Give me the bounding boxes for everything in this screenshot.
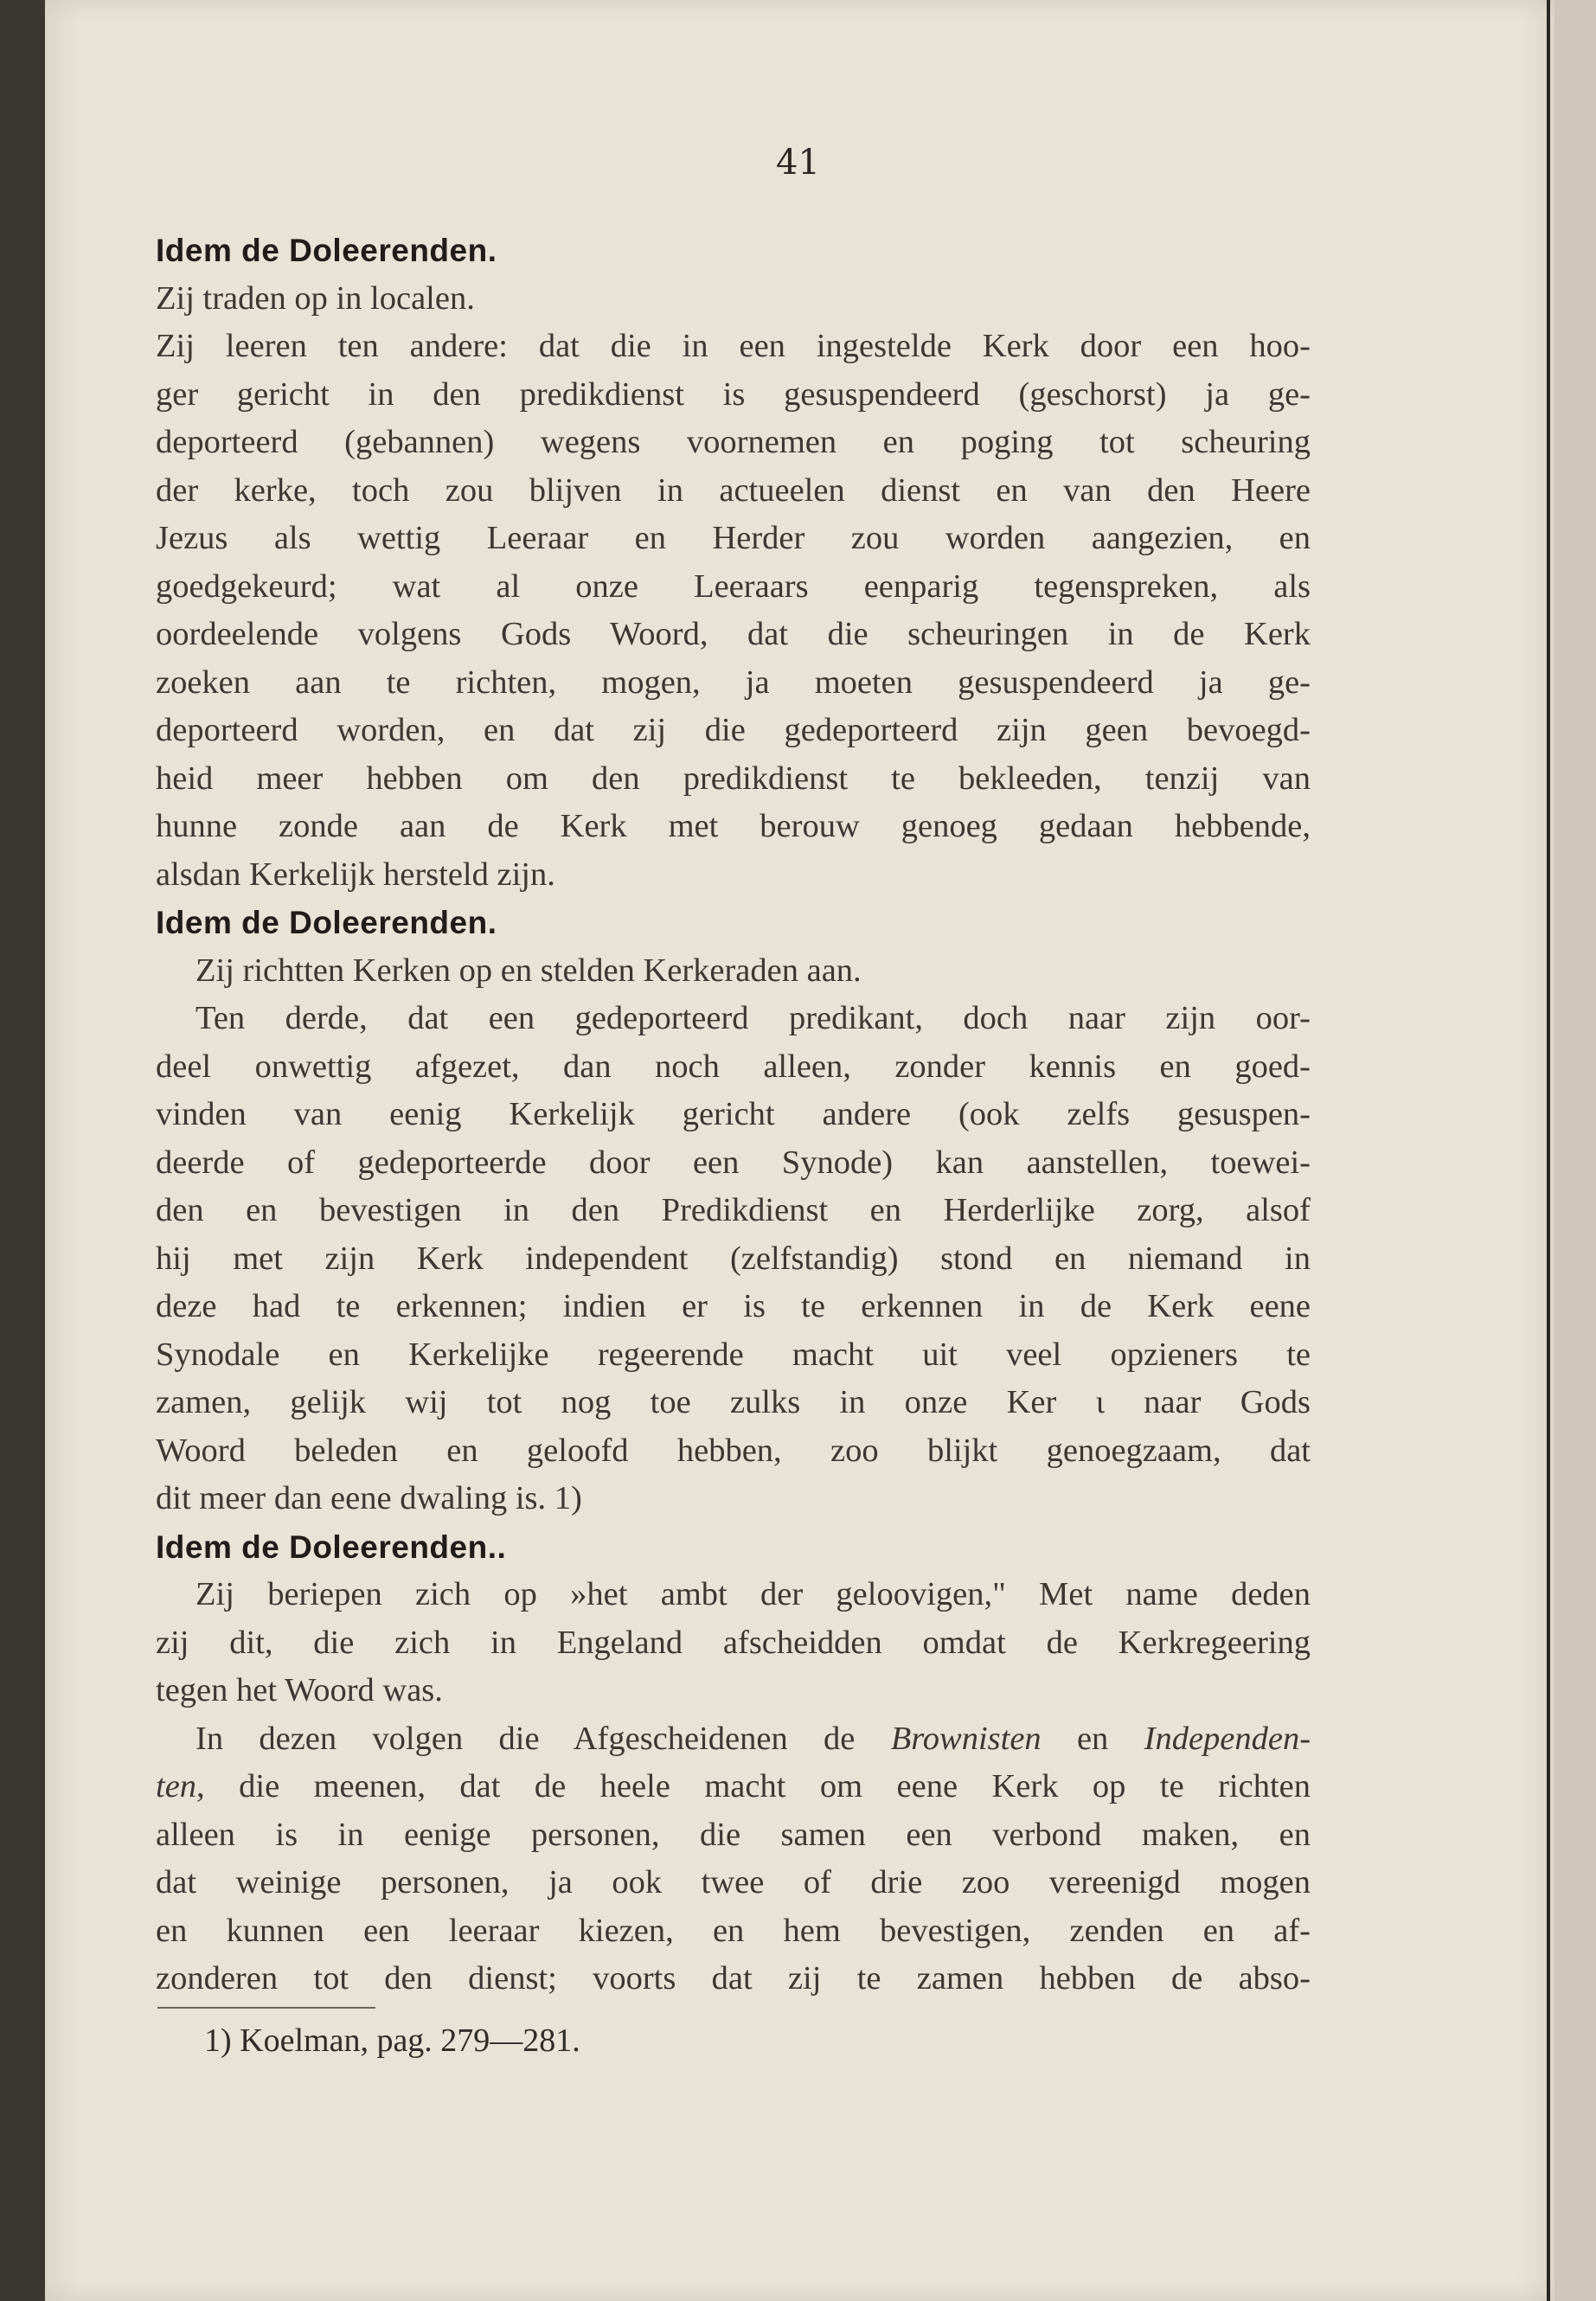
text-line: Synodale en Kerkelijke regeerende macht uit veel opzieners te	[156, 1336, 1311, 1373]
text-line: hij met zijn Kerk independent (zelfstandig) stond en niemand in	[156, 1240, 1311, 1277]
text-line: Woord beleden en geloofd hebben, zoo blijkt genoegzaam, dat	[156, 1432, 1311, 1469]
italic-term: Brownisten	[890, 1720, 1042, 1757]
page-number: 41	[776, 143, 820, 183]
page-edge-margin	[1554, 0, 1596, 2301]
text-line: Zij leeren ten andere: dat die in een ingestelde Kerk door een hoo-	[156, 328, 1311, 364]
section-heading: Idem de Doleerenden.	[156, 233, 497, 268]
footnote: 1) Koelman, pag. 279—281.	[204, 2022, 580, 2059]
text-line	[156, 1763, 1311, 1811]
text-line: Zij traden op in localen.	[156, 279, 475, 317]
text-line: zij dit, die zich in Engeland afscheidden omdat de Kerkregeering	[156, 1624, 1311, 1661]
text-line: der kerke, toch zou blijven in actueelen dienst en van den Heere	[156, 471, 1311, 509]
text-line: deze had te erkennen; indien er is te erkennen in de Kerk eene	[156, 1288, 1311, 1324]
text-line: zonderen tot den dienst; voorts dat zij te zamen hebben de abso-	[156, 1960, 1311, 1997]
text-line: goedgekeurd; wat al onze Leeraars eenparig tegenspreken, als	[156, 567, 1311, 605]
text-line: zoeken aan te richten, mogen, ja moeten gesuspendeerd ja ge-	[156, 663, 1311, 701]
text-line: ger gericht in den predikdienst is gesuspendeerd (geschorst) ja ge-	[156, 375, 1311, 413]
italic-term: ten	[156, 1768, 197, 1804]
text-line: Zij beriepen zich op »het ambt der geloovigen," Met name deden	[195, 1576, 1311, 1612]
text-line: zamen, gelijk wij tot nog toe zulks in onze Ker ι naar Gods	[156, 1384, 1311, 1420]
text-line: tegen het Woord was.	[156, 1672, 443, 1708]
text-line: alleen is in eenige personen, die samen een verbond maken, en	[156, 1816, 1311, 1853]
section-heading: Idem de Doleerenden..	[156, 1529, 507, 1565]
text-run: en	[1076, 1720, 1109, 1757]
body-text	[156, 227, 1311, 2003]
text-line: Zij richtten Kerken op en stelden Kerkeraden aan.	[195, 952, 862, 989]
text-line: en kunnen een leeraar kiezen, en hem bevestigen, zenden en af-	[156, 1912, 1311, 1949]
text-line: den en bevestigen in den Predikdienst en Herderlijke zorg, alsof	[156, 1192, 1311, 1228]
text-line: Jezus als wettig Leeraar en Herder zou worden aangezien, en	[156, 520, 1311, 556]
text-line: oordeelende volgens Gods Woord, dat die scheuringen in de Kerk	[156, 616, 1311, 652]
section-heading: Idem de Doleerenden.	[156, 905, 497, 940]
text-line: heid meer hebben om den predikdienst te bekleeden, tenzij van	[156, 760, 1311, 797]
text-line: deporteerd worden, en dat zij die gedeporteerd zijn geen bevoegd-	[156, 712, 1311, 748]
text-line: Ten derde, dat een gedeporteerd predikant, doch naar zijn oor-	[195, 1000, 1311, 1036]
text-line: deporteerd (gebannen) wegens voornemen en poging tot scheuring	[156, 424, 1311, 460]
footnote-divider	[157, 2007, 375, 2009]
text-line: deel onwettig afgezet, dan noch alleen, zonder kennis en goed-	[156, 1048, 1311, 1085]
text-line: alsdan Kerkelijk hersteld zijn.	[156, 856, 555, 893]
text-run: , die meenen, dat de heele macht om eene Kerk op te richten	[196, 1768, 1311, 1804]
italic-term: Independen-	[1144, 1720, 1311, 1757]
page-edge-line	[1547, 0, 1550, 2301]
text-line: vinden van eenig Kerkelijk gericht andere (ook zelfs gesuspen-	[156, 1096, 1311, 1132]
text-line: hunne zonde aan de Kerk met berouw genoeg gedaan hebbende,	[156, 808, 1311, 844]
text-line: dit meer dan eene dwaling is. 1)	[156, 1480, 582, 1516]
text-line: deerde of gedeporteerde door een Synode) kan aanstellen, toewei-	[156, 1144, 1311, 1181]
text-line	[156, 1715, 1311, 1764]
text-run: In dezen volgen die Afgescheidenen de	[195, 1720, 856, 1757]
text-line: dat weinige personen, ja ook twee of drie zoo vereenigd mogen	[156, 1864, 1311, 1900]
